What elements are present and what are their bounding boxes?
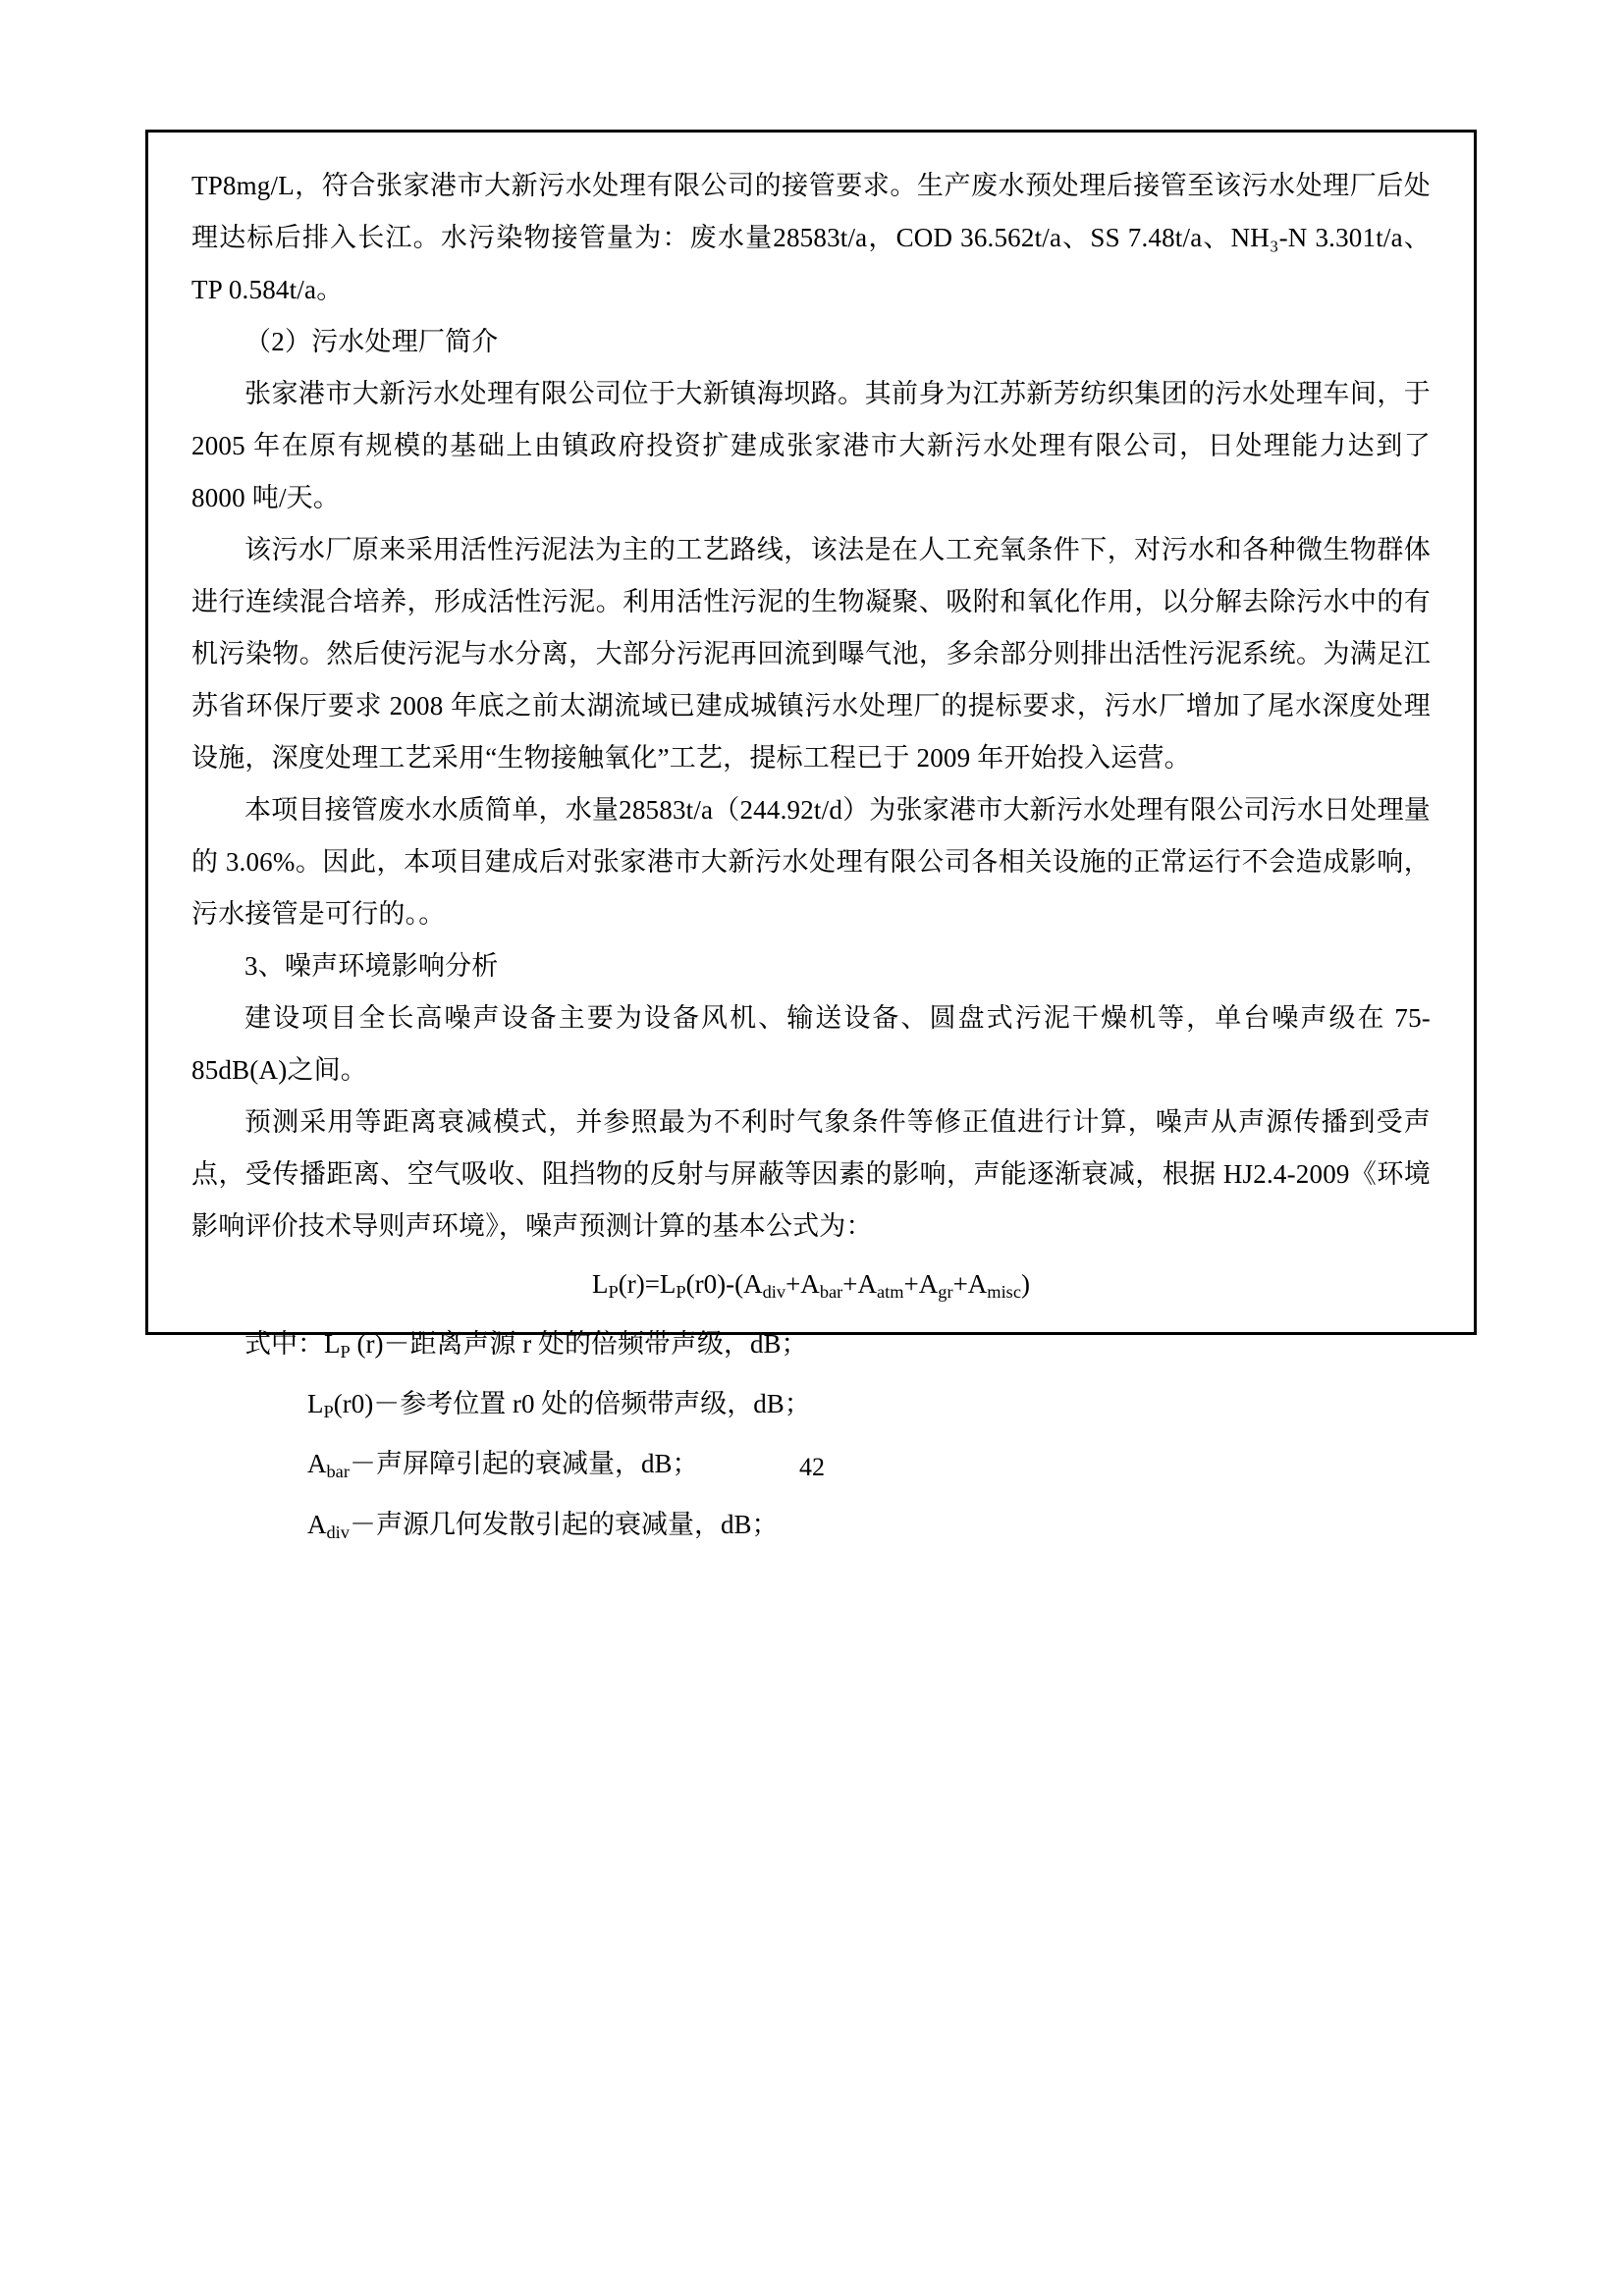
paragraph-4: 该污水厂原来采用活性污泥法为主的工艺路线，该法是在人工充氧条件下，对污水和各种微生物群体进行连续混合培养，形成活性污泥。利用活性污泥的生物凝聚、吸附和氧化作用，以分解去除污水中的有机污染物。然后使污泥与水分离，大部分污泥再回流到曝气池，多余部分则排出活性污泥系统。为满足江苏省环保厅要求 2008 年底之前太湖流域已建成城镇污水处理厂的提标要求，污水厂增加了尾水深度处理设施，深度处理工艺采用“生物接触氧化”工艺，提标工程已于 2009 年开始投入运营。 — [191, 535, 1431, 773]
formula-sub-bar: bar — [819, 1282, 843, 1303]
definition-text-2: －参考位置 r0 处的倍频带声级，dB； — [373, 1389, 811, 1419]
where-label: 式中： — [244, 1329, 324, 1360]
definition-text-3: －声屏障引起的衰减量，dB； — [349, 1449, 699, 1479]
paragraph-2-heading: （2）污水处理厂简介 — [244, 327, 499, 356]
formula-rhs-base: L — [659, 1269, 677, 1299]
symbol-lp-r0-sub: P — [323, 1402, 334, 1422]
definition-text-4: －声源几何发散引起的衰减量，dB； — [349, 1509, 779, 1539]
page-number: 42 — [799, 1453, 825, 1481]
document-body — [191, 160, 1431, 1542]
symbol-adiv-sub: div — [326, 1522, 350, 1542]
formula-sub-misc: misc — [987, 1282, 1021, 1303]
definition-text-1: －距离声源 r 处的倍频带声级，dB； — [383, 1329, 808, 1360]
paragraph-8: 预测采用等距离衰减模式，并参照最为不利时气象条件等修正值进行计算，噪声从声源传播到受声点，受传播距离、空气吸收、阻挡物的反射与屏蔽等因素的影响，声能逐渐衰减，根据 HJ2.4-2009《环境影响评价技术导则声环境》，噪声预测计算的基本公式为： — [191, 1107, 1431, 1241]
formula-sub-gr: gr — [938, 1282, 953, 1303]
symbol-lp-r-tail: (r) — [350, 1329, 384, 1360]
symbol-lp-r0-tail: (r0) — [333, 1389, 374, 1419]
text-frame-border — [145, 130, 1477, 1542]
formula-sub-atm: atm — [877, 1282, 904, 1303]
formula-lhs-arg: (r)= — [618, 1269, 660, 1299]
paragraph-5: 本项目接管废水水质简单，水量28583t/a（244.92t/d）为张家港市大新污水处理有限公司污水日处理量的 3.06%。因此，本项目建成后对张家港市大新污水处理有限公司各相关设施的正常运行不会造成影响，污水接管是可行的。。 — [191, 795, 1431, 929]
formula-lhs-sub: P — [608, 1282, 619, 1303]
paragraph-1: TP8mg/L，符合张家港市大新污水处理有限公司的接管要求。生产废水预处理后接管至该污水处理厂后处理达标后排入长江。水污染物接管量为：废水量28583t/a，COD 36.562t/a、SS 7.48t/a、NH₃-N 3.301t/a、TP 0.584t/a。 — [191, 171, 1431, 304]
definition-line-2 — [191, 1378, 1431, 1438]
formula-lhs-base: L — [592, 1269, 609, 1299]
formula-plus-4: +A — [952, 1269, 988, 1299]
definition-line-1 — [191, 1318, 1431, 1378]
symbol-adiv-base: A — [307, 1509, 327, 1539]
formula-close-paren: ) — [1020, 1269, 1030, 1299]
symbol-lp-r0-base: L — [307, 1389, 324, 1419]
formula-sub-div: div — [762, 1282, 786, 1303]
paragraph-7: 建设项目全长高噪声设备主要为设备风机、输送设备、圆盘式污泥干燥机等，单台噪声级在 75-85dB(A)之间。 — [191, 1003, 1431, 1085]
formula-rhs-arg: (r0)-(A — [685, 1269, 763, 1299]
noise-attenuation-formula — [191, 1258, 1431, 1318]
symbol-lp-r-sub: P — [340, 1342, 351, 1362]
paragraph-6-heading: 3、噪声环境影响分析 — [244, 951, 499, 981]
formula-rhs-sub: P — [676, 1282, 686, 1303]
paragraph-3: 张家港市大新污水处理有限公司位于大新镇海坝路。其前身为江苏新芳纺织集团的污水处理车间，于 2005 年在原有规模的基础上由镇政府投资扩建成张家港市大新污水处理有限公司，日处理能力达到了 8000 吨/天。 — [191, 379, 1431, 512]
symbol-abar-base: A — [307, 1449, 327, 1479]
formula-plus-3: +A — [903, 1269, 939, 1299]
formula-plus-2: +A — [842, 1269, 877, 1299]
symbol-abar-sub: bar — [326, 1462, 350, 1482]
definition-line-4 — [191, 1499, 1431, 1559]
formula-plus-1: +A — [785, 1269, 820, 1299]
symbol-lp-r-base: L — [324, 1329, 341, 1360]
